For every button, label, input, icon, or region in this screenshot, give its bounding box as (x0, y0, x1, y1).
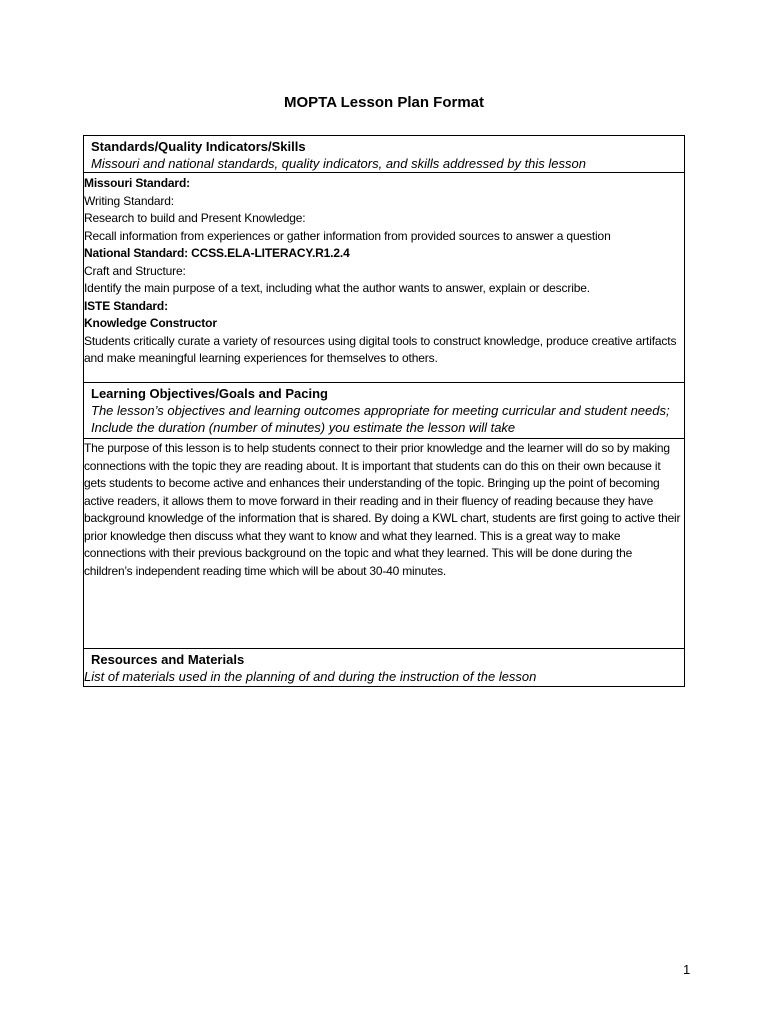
objectives-heading: Learning Objectives/Goals and Pacing (91, 386, 328, 401)
identify-purpose-text: Identify the main purpose of a text, including what the author wants to answer, explain or describe. (84, 281, 590, 295)
writing-standard-label: Writing Standard: (84, 193, 174, 208)
resources-header-cell (83, 648, 685, 687)
objectives-paragraph: The purpose of this lesson is to help students connect to their prior knowledge and the learner will do so by making connections with the topic they are reading about. It is important that students can do this on their own because it gets students to become active and enhances their understanding of the topic. Bringing up the point of becoming active readers, it allows them to move forward in their reading and in their fluency of reading because they have background knowledge of the information that is shared. By doing a KWL chart, students are first going to active their prior knowledge then discuss what they want to know and what they learned. This is a great way to make connections with their previous background on the topic and what they learned. This will be done during the children’s independent reading time which will be about 30-40 minutes. (84, 441, 681, 578)
standards-content-cell (83, 172, 685, 383)
resources-heading: Resources and Materials (91, 652, 245, 667)
knowledge-constructor-label: Knowledge Constructor (84, 316, 217, 330)
page-number: 1 (683, 962, 691, 977)
standards-header-cell (83, 135, 685, 173)
page-title: MOPTA Lesson Plan Format (283, 94, 485, 111)
iste-standard-label: ISTE Standard: (84, 298, 168, 313)
national-standard-label: National Standard: CCSS.ELA-LITERACY.R1.2.4 (84, 246, 350, 260)
craft-structure-label: Craft and Structure: (84, 263, 186, 278)
standards-heading: Standards/Quality Indicators/Skills (91, 139, 306, 154)
research-label: Research to build and Present Knowledge: (84, 211, 306, 225)
missouri-standard-label: Missouri Standard: (84, 176, 190, 190)
objectives-header-cell (83, 382, 685, 439)
standards-description: Missouri and national standards, quality indicators, and skills addressed by this lesson (91, 156, 586, 171)
recall-text: Recall information from experiences or gather information from provided sources to answer a question (84, 228, 611, 243)
resources-description: List of materials used in the planning of and during the instruction of the lesson (84, 669, 537, 684)
students-curate-text: Students critically curate a variety of resources using digital tools to construct knowledge, produce creative artifacts and make meaningful learning experiences for themselves to others. (84, 333, 677, 365)
objectives-description: The lesson’s objectives and learning outcomes appropriate for meeting curricular and student needs; Include the duration (number of minutes) you estimate the lesson will take (91, 403, 670, 435)
objectives-content-cell (83, 438, 685, 649)
